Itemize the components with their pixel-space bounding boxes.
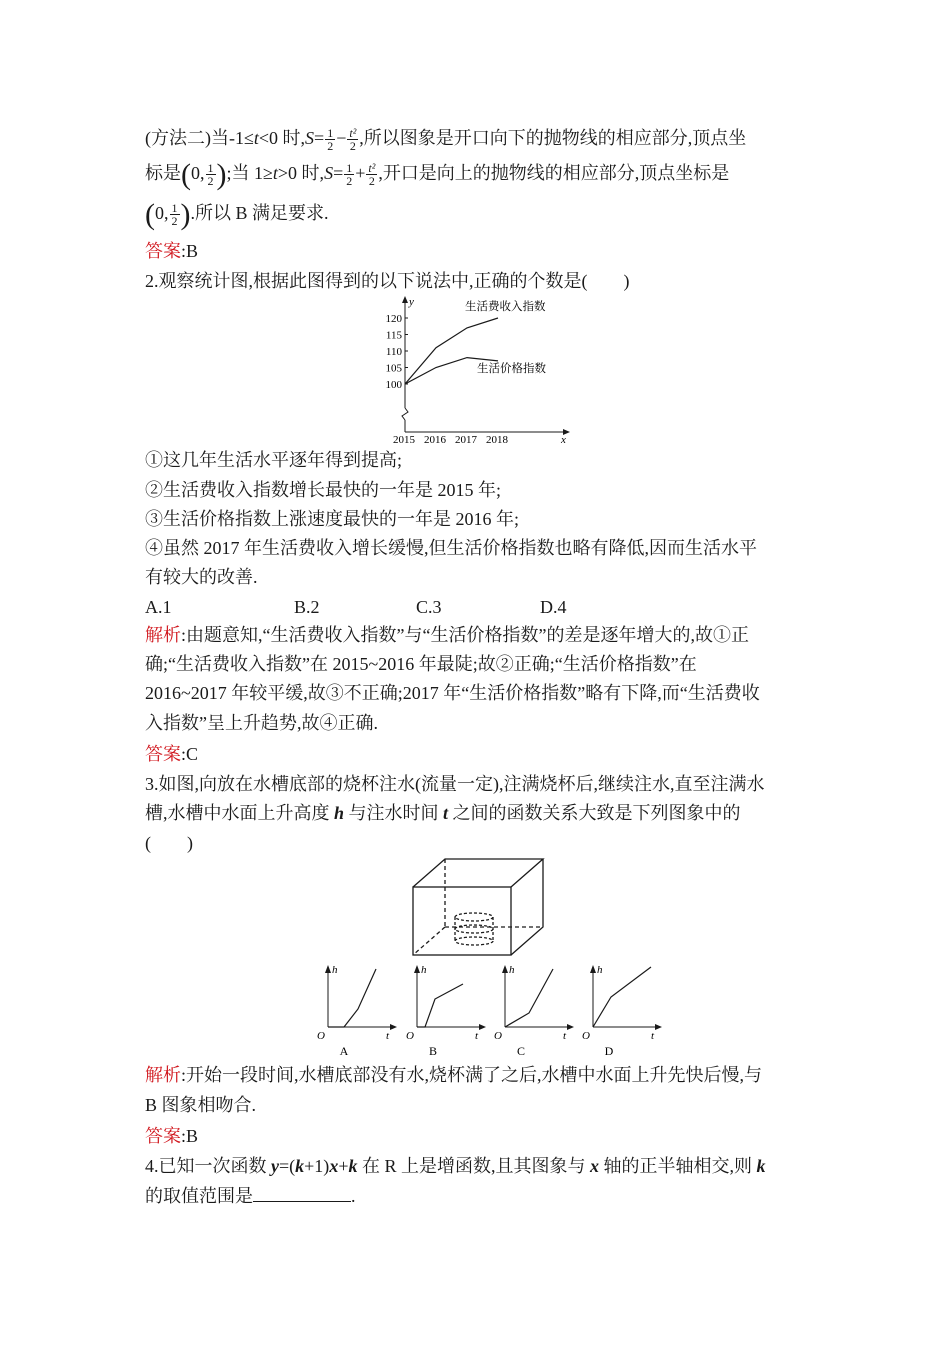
graph-letter-label: D [604,1044,614,1058]
solution-line-2 [145,157,730,191]
var-t: t [443,803,449,823]
q2-item-4: ④虽然 2017 年生活费收入增长缓慢,但生活价格指数也略有降低,因而生活水平 [145,538,757,558]
h-axis-arrow [502,965,508,973]
vertex-coord: 0, [155,203,169,223]
text: 4.已知一次函数 [145,1156,271,1176]
text: ,开口是向上的抛物线的相应部分,顶点坐标是 [378,163,730,183]
q2-item-4-cont: 有较大的改善. [145,567,258,587]
analysis-2-line-3: 2016~2017 年较平缓,故③不正确;2017 年“生活价格指数”略有下降,而“生活费收 [145,683,760,703]
origin-label: O [317,1030,325,1042]
h-axis-arrow [414,965,420,973]
text: = [333,163,344,183]
text: 标是 [145,163,181,183]
graph-curve [505,969,553,1027]
var-h: h [334,803,345,823]
text: + [338,1156,349,1176]
text: = [314,128,325,148]
q2-option-a: A.1 [145,597,172,617]
analysis-2-line-2: 确;“生活费收入指数”在 2015~2016 年最陡;故②正确;“生活价格指数”在 [145,654,697,674]
text: 槽,水槽中水面上升高度 [145,803,334,823]
y-tick-label: 110 [385,346,402,358]
denominator: 2 [346,174,353,189]
text: ;当 1≥ [226,163,273,183]
question-3-line-1: 3.如图,向放在水槽底部的烧杯注水(流量一定),注满烧杯后,继续注水,直至注满水 [145,774,765,794]
y-tick-label: 100 [385,379,402,391]
fraction-one-half [344,162,354,187]
h-axis-arrow [590,965,596,973]
x-tick-label: 2017 [455,434,477,446]
analysis-label: 解析 [145,625,181,645]
answer-1 [145,238,198,264]
text: :开始一段时间,水槽底部没有水,烧杯满了之后,水槽中水面上升先快后慢,与 [181,1065,762,1085]
vertex-coord: 0, [191,163,205,183]
origin-label: O [494,1030,502,1042]
text: +1) [304,1156,330,1176]
index-line-chart [365,292,580,444]
graph-letter-label: A [339,1044,349,1058]
text: ,所以图象是开口向下的抛物线的相应部分,顶点坐 [359,128,747,148]
text: .所以 B 满足要求. [190,203,329,223]
analysis-3-line-2: B 图象相吻合. [145,1095,257,1115]
y-tick-label: 105 [385,362,402,375]
text: 轴的正半轴相交,则 [598,1156,757,1176]
denominator: 2 [368,174,375,189]
answer-value: :B [181,1126,199,1146]
x-tick-label: 2015 [393,434,415,446]
y-tick-label: 120 [385,313,402,325]
y-axis-break [402,408,408,420]
text: 的取值范围是 [145,1186,253,1206]
x-tick-label: 2018 [486,434,508,446]
text: 之间的函数关系大致是下列图象中的 [448,803,741,823]
var-k: k [295,1156,305,1176]
fraction-one-half [325,127,335,152]
solution-line-1 [145,125,746,152]
x-tick-label: 2016 [424,434,446,446]
origin-label: O [582,1030,590,1042]
h-axis-label: h [332,964,338,976]
analysis-label: 解析 [145,1065,181,1085]
t-axis-label: t [475,1030,479,1042]
text: >0 时, [277,163,325,183]
text: 在 R 上是增函数,且其图象与 [357,1156,590,1176]
y-axis-arrow [402,296,408,303]
right-paren: ) [216,157,227,191]
t-axis-arrow [655,1024,662,1030]
solution-line-3 [145,197,329,231]
minus-sign: − [336,128,347,148]
numerator: t² [368,161,376,176]
left-paren: ( [181,157,191,191]
q2-option-d: D.4 [540,597,567,617]
question-3-paren: ( ) [145,833,193,853]
chart-labels [408,296,566,446]
denominator: 2 [207,174,214,189]
answer-3 [145,1123,198,1149]
y-axis-label: y [409,296,414,308]
numerator: 1 [207,161,214,176]
graph-curve [417,984,463,1027]
denominator: 2 [171,214,178,229]
text: :由题意知,“生活费收入指数”与“生活价格指数”的差是逐年增大的,故①正 [181,625,749,645]
question-3-line-2 [145,800,741,826]
numerator: 1 [327,126,334,141]
tank-hidden-edges [413,859,543,955]
plus-sign: + [355,163,366,183]
q2-item-2: ②生活费收入指数增长最快的一年是 2015 年; [145,480,501,500]
answer-2 [145,741,198,767]
var-y: y [271,1156,279,1176]
graph-letter-label: B [428,1044,438,1058]
answer-label: 答案 [145,1126,181,1146]
analysis-2-line-4: 入指数”呈上升趋势,故④正确. [145,713,378,733]
h-axis-arrow [325,965,331,973]
question-4-line-1 [145,1153,765,1179]
fraction-one-half [170,202,180,227]
question-4-line-2 [145,1183,356,1209]
h-axis-label: h [509,964,515,976]
denominator: 2 [349,139,356,154]
var-t: t [272,163,278,183]
graph-letter-label: C [516,1044,526,1058]
t-axis-label: t [386,1030,390,1042]
beaker [455,913,493,945]
graph-c [494,964,574,1058]
var-x: x [589,1156,599,1176]
q2-option-b: B.2 [294,597,320,617]
q2-option-c: C.3 [416,597,442,617]
var-S: S [305,128,315,148]
series-income-label: 生活费收入指数 [465,301,546,313]
left-paren: ( [145,197,155,231]
graph-b [406,964,486,1058]
answer-value: :B [181,241,199,261]
right-paren: ) [180,197,191,231]
q2-item-1: ①这几年生活水平逐年得到提高; [145,450,402,470]
analysis-2-line-1 [145,622,749,648]
fraction-t-squared-half [347,127,358,152]
var-x: x [329,1156,339,1176]
numerator: 1 [171,201,178,216]
numerator: t² [349,126,357,141]
fraction-one-half [206,162,216,187]
h-axis-label: h [421,964,427,976]
origin-label: O [406,1030,414,1042]
option-graphs [300,955,655,1060]
graph-a [317,964,397,1058]
text: (方法二)当-1≤ [145,128,254,148]
t-axis-arrow [567,1024,574,1030]
text: <0 时, [258,128,306,148]
tank-diagram [405,855,550,960]
answer-label: 答案 [145,241,181,261]
tank-front-face [413,887,511,955]
answer-label: 答案 [145,744,181,764]
numerator: 1 [346,161,353,176]
var-t: t [253,128,259,148]
graph-curve [328,969,376,1027]
text: . [351,1186,356,1206]
h-axis-label: h [597,964,603,976]
x-axis-label: x [561,434,566,446]
analysis-3-line-1 [145,1062,762,1088]
y-tick-label: 115 [385,329,402,342]
var-S: S [324,163,334,183]
text: 与注水时间 [344,803,444,823]
t-axis-label: t [563,1030,567,1042]
graph-d [582,964,662,1058]
denominator: 2 [327,139,334,154]
text: =( [279,1156,296,1176]
t-axis-label: t [651,1030,655,1042]
answer-value: :C [181,744,199,764]
var-k: k [756,1156,766,1176]
var-k: k [348,1156,358,1176]
tank-top-face [413,859,543,887]
chart-ticks [386,313,509,446]
t-axis-arrow [390,1024,397,1030]
q2-item-3: ③生活价格指数上涨速度最快的一年是 2016 年; [145,509,519,529]
question-2-stem: 2.观察统计图,根据此图得到的以下说法中,正确的个数是( ) [145,271,630,291]
fraction-t-squared-half [366,162,377,187]
graph-curve [593,967,651,1027]
series-price-label: 生活价格指数 [477,363,546,375]
t-axis-arrow [479,1024,486,1030]
answer-blank[interactable] [253,1183,351,1202]
